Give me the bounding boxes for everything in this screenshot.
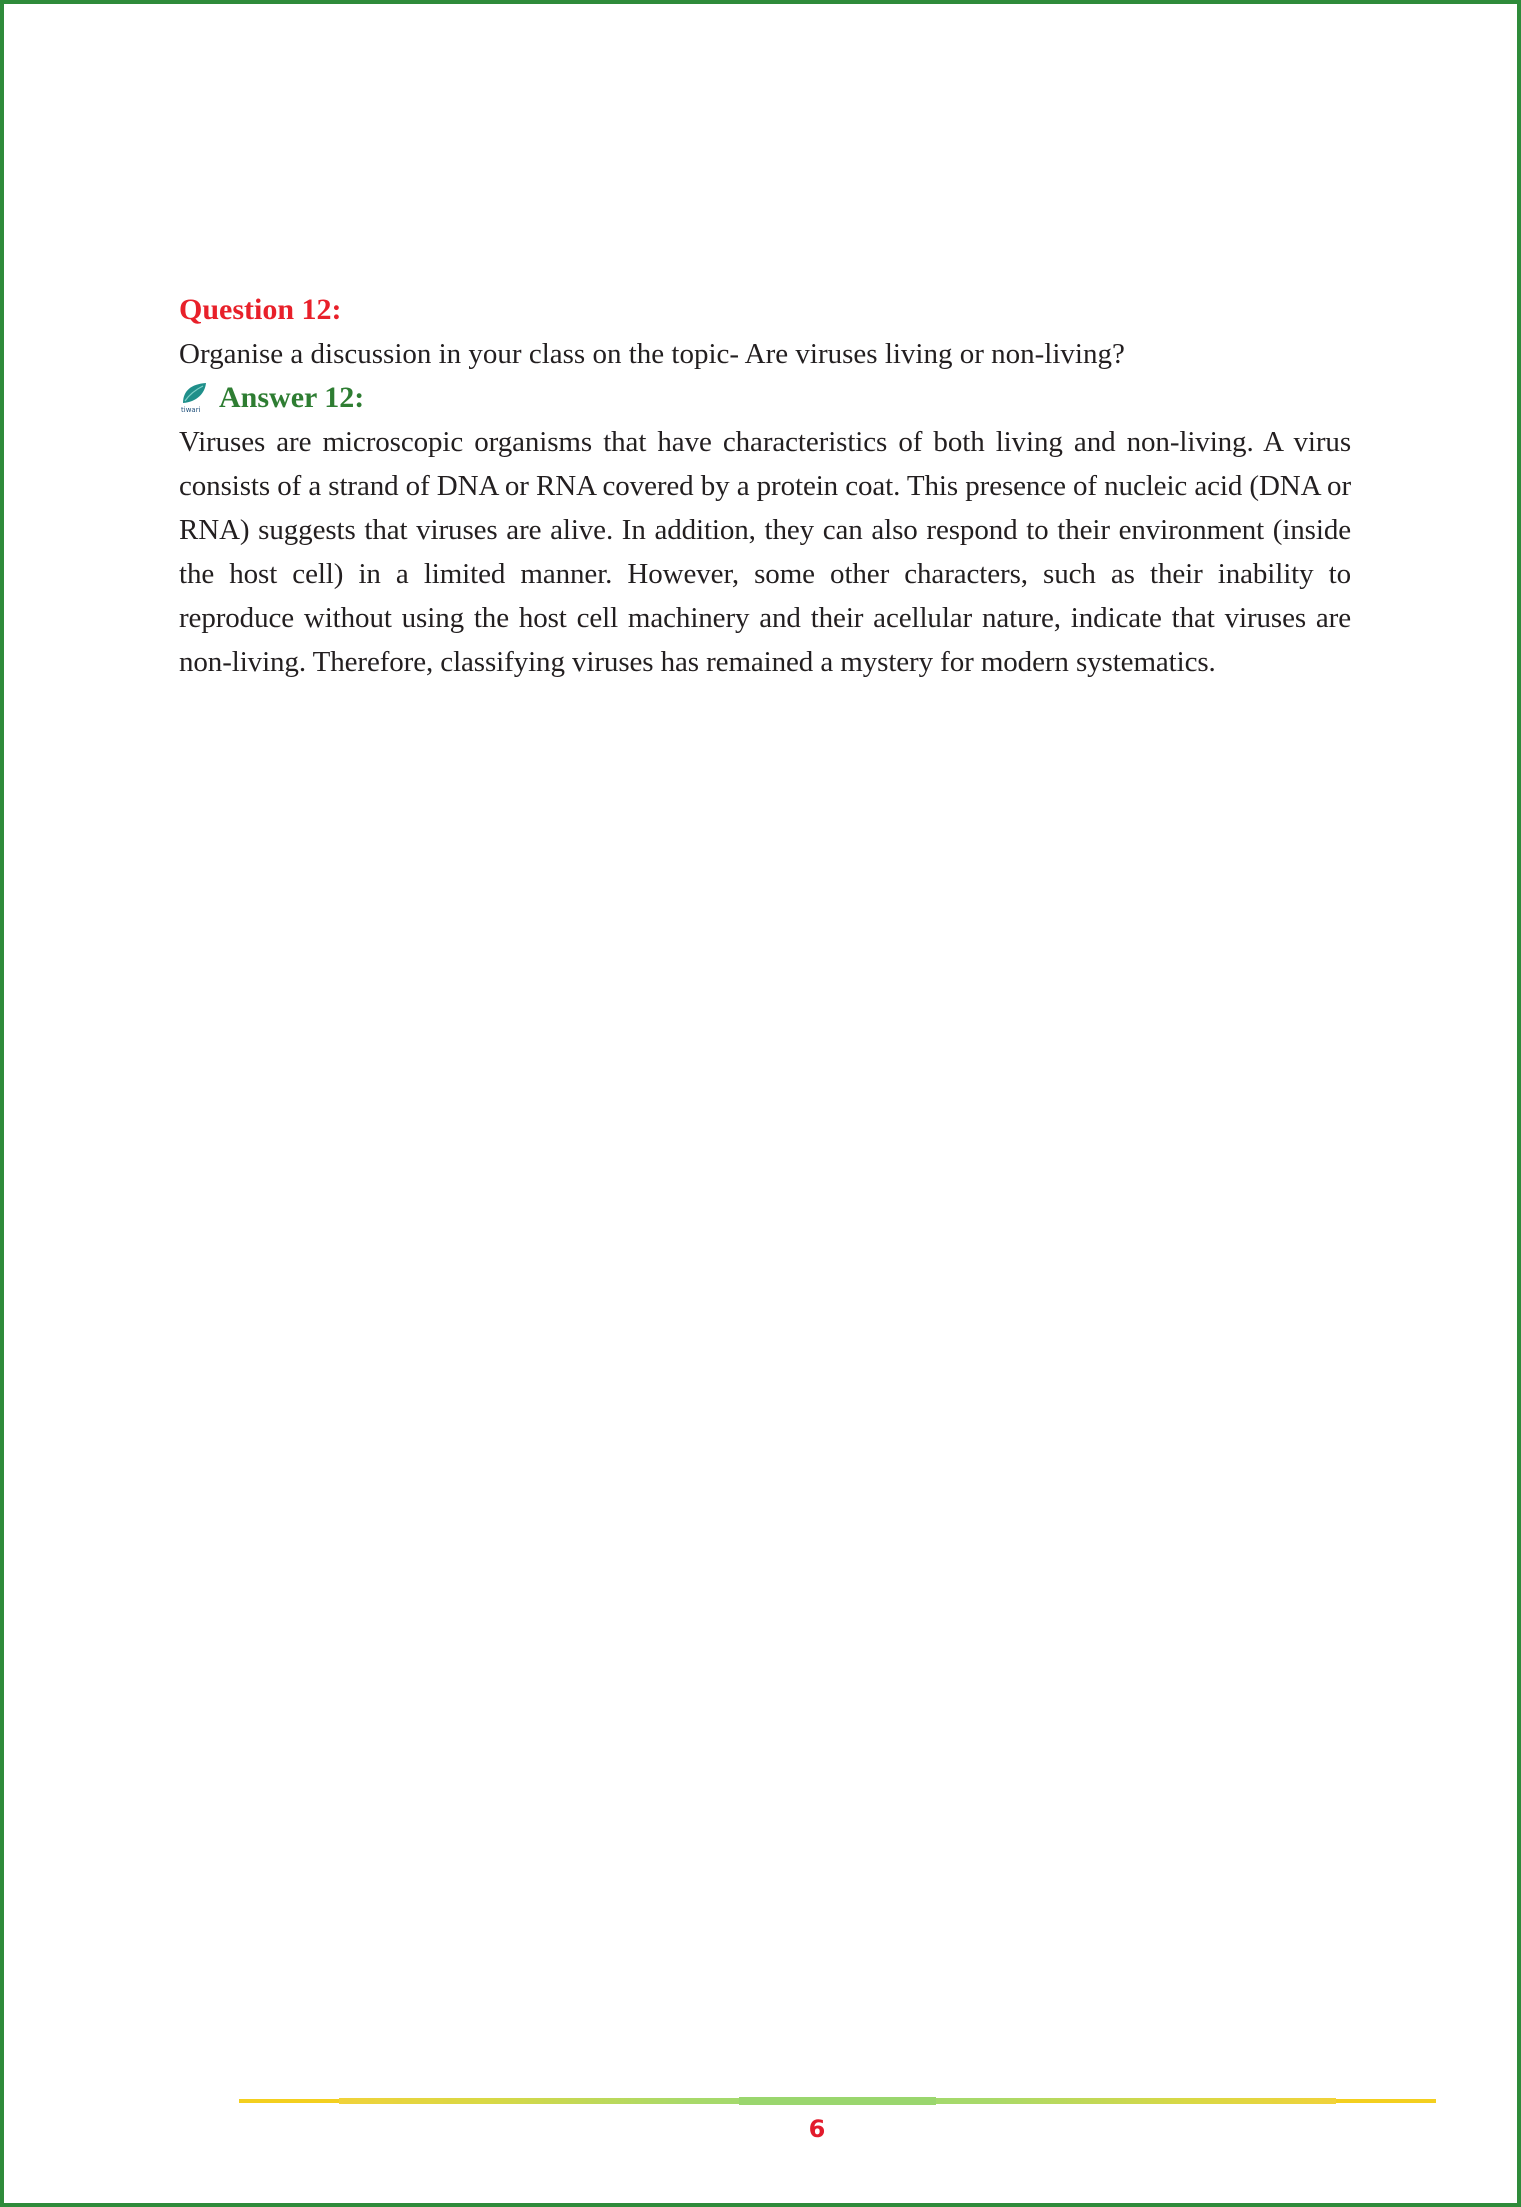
question-text: Organise a discussion in your class on the topic- Are viruses living or non-living? — [179, 338, 1125, 370]
page-number: 6 — [808, 2115, 826, 2143]
tiwari-leaf-logo-icon — [179, 381, 209, 413]
content-area — [179, 288, 1351, 684]
answer-heading-row — [179, 376, 1351, 420]
footer-divider — [239, 2097, 1436, 2105]
answer-heading: Answer 12: — [219, 381, 365, 414]
logo-text: tiwari — [181, 406, 201, 413]
answer-body: Viruses are microscopic organisms that have characteristics of both living and non-living. A virus consists of a strand of DNA or RNA covered by a protein coat. This presence of nucleic acid (DNA or RNA) suggests that viruses are alive. In addition, they can also respond to their environment (inside the host cell) in a limited manner. However, some other characters, such as their inability to reproduce without using the host cell machinery and their acellular nature, indicate that viruses are non-living. Therefore, classifying viruses has remained a mystery for modern systematics. — [179, 426, 1351, 678]
footer-divider-core — [739, 2097, 936, 2105]
question-heading: Question 12: — [179, 293, 342, 326]
